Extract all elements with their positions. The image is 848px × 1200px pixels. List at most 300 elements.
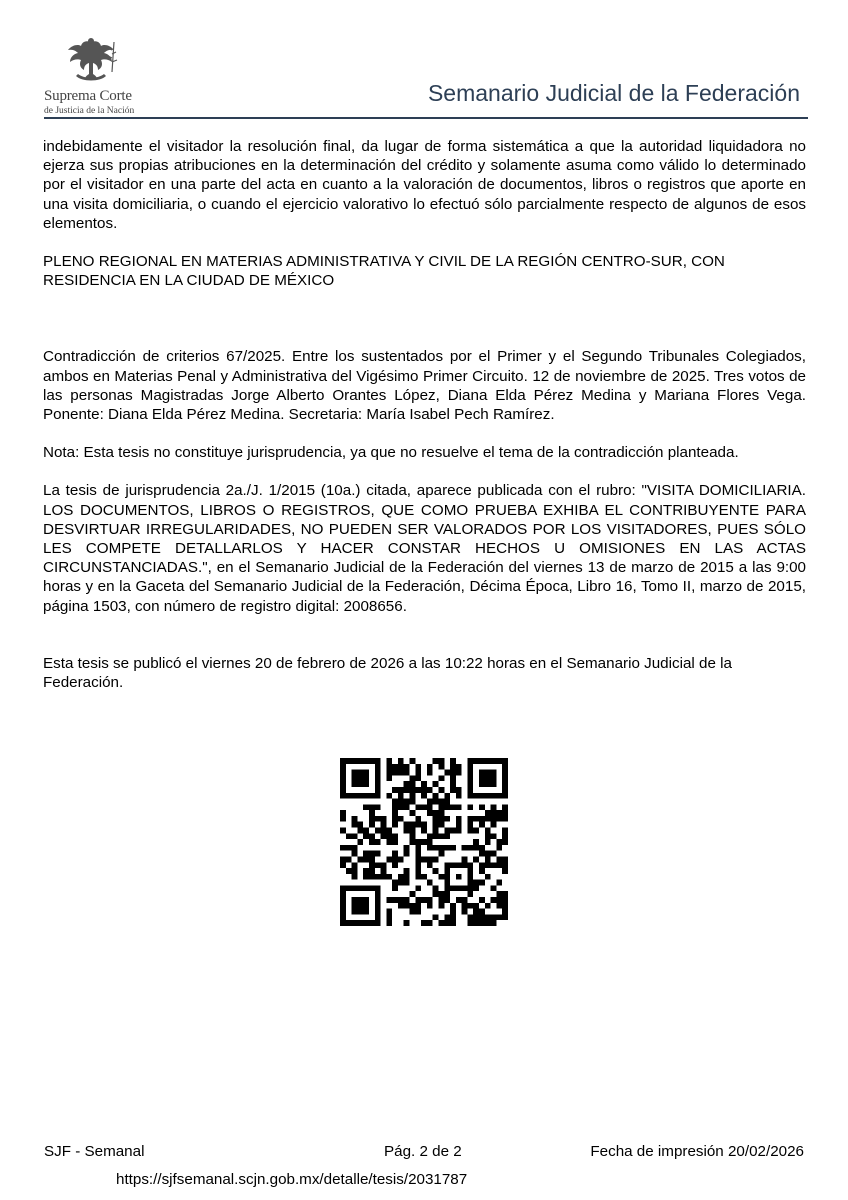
qr-module [415, 822, 421, 828]
logo-text-justicia: de Justicia de la Nación [44, 106, 135, 116]
qr-module [381, 828, 387, 834]
qr-module [421, 856, 427, 862]
qr-module [485, 770, 491, 776]
qr-module [479, 758, 485, 764]
qr-module [456, 816, 462, 822]
qr-module [421, 781, 427, 787]
qr-module [369, 822, 375, 828]
qr-module [392, 804, 398, 810]
qr-module [485, 839, 491, 845]
qr-module [491, 914, 497, 920]
footer-source: SJF - Semanal [44, 1143, 145, 1160]
qr-module [421, 839, 427, 845]
qr-module [369, 868, 375, 874]
qr-module [392, 856, 398, 862]
qr-module [450, 845, 456, 851]
qr-module [462, 856, 468, 862]
qr-module [433, 868, 439, 874]
qr-module [340, 775, 346, 781]
qr-module [496, 880, 502, 886]
continuation-paragraph: indebidamente el visitador la resolución final, da lugar de forma sistemática a que la autoridad liquidadora no ejerza sus propias atribuciones en la determinación del crédito y solamente asuma como válido lo determinado por el visitador en una parte del acta en cuanto a la valoración de documentos, libros o registros que aporte en una visita domiciliaria, o cuando el ejercicio valorativo lo efectuó sólo parcialmente respecto de algunos de esos elementos. [43, 138, 806, 232]
qr-module [479, 914, 485, 920]
qr-module [485, 828, 491, 834]
qr-module [392, 770, 398, 776]
qr-module [404, 874, 410, 880]
qr-module [433, 822, 439, 828]
qr-module [352, 868, 358, 874]
qr-module [357, 775, 363, 781]
qr-module [392, 862, 398, 868]
qr-module [438, 758, 444, 764]
qr-module [473, 839, 479, 845]
qr-module [375, 775, 381, 781]
qr-module [340, 891, 346, 897]
qr-module [433, 810, 439, 816]
qr-module [450, 781, 456, 787]
qr-module [485, 758, 491, 764]
qr-module [375, 891, 381, 897]
qr-module [346, 793, 352, 799]
qr-module [491, 833, 497, 839]
qr-module [462, 903, 468, 909]
qr-module [352, 758, 358, 764]
qr-module [427, 862, 433, 868]
qr-module [438, 822, 444, 828]
qr-module [450, 770, 456, 776]
qr-module [467, 822, 473, 828]
qr-module [357, 885, 363, 891]
qr-module [357, 828, 363, 834]
qr-module [386, 914, 392, 920]
qr-module [340, 897, 346, 903]
qr-module [410, 891, 416, 897]
qr-module [479, 822, 485, 828]
qr-module [502, 758, 508, 764]
qr-module [398, 816, 404, 822]
qr-module [410, 833, 416, 839]
qr-module [438, 799, 444, 805]
qr-module [467, 914, 473, 920]
qr-module [363, 781, 369, 787]
qr-module [392, 799, 398, 805]
qr-module [392, 787, 398, 793]
qr-module [467, 885, 473, 891]
qr-module [438, 891, 444, 897]
qr-module [444, 770, 450, 776]
qr-module [491, 822, 497, 828]
qr-module [491, 770, 497, 776]
qr-module [438, 764, 444, 770]
qr-module [415, 909, 421, 915]
qr-module [491, 781, 497, 787]
qr-module [386, 793, 392, 799]
qr-module [340, 920, 346, 926]
qr-module [479, 775, 485, 781]
qr-module [433, 856, 439, 862]
qr-module [352, 833, 358, 839]
qr-module [363, 903, 369, 909]
qr-module [479, 868, 485, 874]
qr-module [473, 885, 479, 891]
qr-module [467, 787, 473, 793]
qr-module [398, 793, 404, 799]
qr-module [410, 828, 416, 834]
qr-module [444, 804, 450, 810]
qr-module [340, 914, 346, 920]
qr-module [340, 909, 346, 915]
qr-module [375, 903, 381, 909]
qr-module [450, 920, 456, 926]
qr-module [462, 885, 468, 891]
qr-module [485, 903, 491, 909]
qr-module [438, 845, 444, 851]
qr-module [467, 868, 473, 874]
qr-module [340, 758, 346, 764]
qr-module [352, 816, 358, 822]
qr-module [404, 822, 410, 828]
qr-module [438, 804, 444, 810]
qr-module [398, 856, 404, 862]
qr-module [340, 810, 346, 816]
qr-module [467, 804, 473, 810]
qr-module [427, 787, 433, 793]
qr-module [502, 770, 508, 776]
qr-module [496, 810, 502, 816]
qr-module [467, 874, 473, 880]
qr-module [467, 920, 473, 926]
qr-module [392, 839, 398, 845]
qr-module [462, 897, 468, 903]
qr-module [352, 920, 358, 926]
qr-module [369, 804, 375, 810]
qr-module [450, 903, 456, 909]
qr-module [485, 862, 491, 868]
qr-module [369, 862, 375, 868]
qr-module [357, 920, 363, 926]
qr-module [386, 758, 392, 764]
qr-module [363, 804, 369, 810]
qr-module [369, 874, 375, 880]
qr-module [386, 909, 392, 915]
scjn-logo [40, 36, 140, 116]
qr-module [444, 793, 450, 799]
qr-module [491, 885, 497, 891]
qr-module [438, 810, 444, 816]
qr-module [392, 851, 398, 857]
qr-module [444, 897, 450, 903]
nota-paragraph: Nota: Esta tesis no constituye jurisprudencia, ya que no resuelve el tema de la contradicción planteada. [43, 444, 739, 462]
qr-module [427, 920, 433, 926]
qr-module [427, 845, 433, 851]
qr-module [496, 793, 502, 799]
qr-module [421, 793, 427, 799]
qr-module [346, 856, 352, 862]
qr-module [410, 903, 416, 909]
qr-module [369, 920, 375, 926]
footer-url-link[interactable]: https://sjfsemanal.scjn.gob.mx/detalle/tesis/2031787 [116, 1171, 468, 1188]
qr-module [363, 851, 369, 857]
qr-module [444, 885, 450, 891]
qr-module [433, 781, 439, 787]
qr-module [450, 758, 456, 764]
tesis-citada-paragraph: La tesis de jurisprudencia 2a./J. 1/2015 (10a.) citada, aparece publicada con el rubro: "VISITA DOMICILIARIA. LOS DOCUMENTOS, LIBROS O REGISTROS, QUE COMO PRUEBA EXHIBA EL CONTRIBUYENTE PARA DESVIRTUAR IRREGULARIDADES, NO PUEDEN SER VALORADOS POR LOS VISITADORES, PUES SÓLO LES COMPETE DETALLARLOS Y HACER CONSTAR HECHOS U OMISIONES EN LAS ACTAS CIRCUNSTANCIADAS.", en el Semanario Judicial de la Federación del viernes 13 de marzo de 2015 a las 9:00 horas y en la Gaceta del Semanario Judicial de la Federación, Décima Época, Libro 16, Tomo II, marzo de 2015, página 1503, con número de registro digital: 2008656. [43, 482, 806, 615]
qr-module [456, 764, 462, 770]
qr-module [450, 909, 456, 915]
qr-module [340, 903, 346, 909]
qr-module [427, 903, 433, 909]
qr-module [381, 833, 387, 839]
qr-module [410, 787, 416, 793]
qr-module [357, 839, 363, 845]
qr-module [352, 775, 358, 781]
qr-module [485, 810, 491, 816]
qr-module [398, 799, 404, 805]
qr-module [421, 874, 427, 880]
qr-module [375, 920, 381, 926]
qr-module [427, 764, 433, 770]
qr-module [398, 903, 404, 909]
qr-module [398, 804, 404, 810]
qr-module [415, 770, 421, 776]
qr-module [473, 856, 479, 862]
qr-module [375, 787, 381, 793]
qr-module [502, 862, 508, 868]
qr-module [357, 758, 363, 764]
qr-module [386, 775, 392, 781]
qr-module [467, 816, 473, 822]
qr-module [450, 764, 456, 770]
qr-module [392, 764, 398, 770]
qr-module [427, 799, 433, 805]
qr-module [352, 845, 358, 851]
qr-module [375, 874, 381, 880]
qr-module [491, 804, 497, 810]
qr-module [456, 822, 462, 828]
qr-module [352, 822, 358, 828]
qr-module [410, 775, 416, 781]
qr-module [479, 880, 485, 886]
qr-module [352, 903, 358, 909]
qr-module [450, 828, 456, 834]
qr-module [363, 874, 369, 880]
qr-module [357, 909, 363, 915]
qr-module [421, 804, 427, 810]
qr-module [421, 897, 427, 903]
qr-module [357, 903, 363, 909]
qr-module [357, 856, 363, 862]
qr-module [415, 851, 421, 857]
qr-module [352, 770, 358, 776]
qr-module [392, 833, 398, 839]
qr-module [386, 764, 392, 770]
qr-module [456, 804, 462, 810]
qr-module [496, 758, 502, 764]
qr-module [357, 781, 363, 787]
qr-module [404, 851, 410, 857]
qr-module [375, 781, 381, 787]
qr-module [357, 822, 363, 828]
qr-module [473, 828, 479, 834]
qr-module [444, 862, 450, 868]
qr-module [496, 914, 502, 920]
qr-module [369, 816, 375, 822]
qr-module [375, 793, 381, 799]
qr-module [369, 856, 375, 862]
qr-module [340, 787, 346, 793]
qr-module [496, 856, 502, 862]
qr-module [473, 903, 479, 909]
qr-module [352, 862, 358, 868]
qr-module [421, 828, 427, 834]
qr-module [410, 781, 416, 787]
qr-module [496, 862, 502, 868]
qr-module [415, 868, 421, 874]
qr-module [496, 903, 502, 909]
qr-module [427, 770, 433, 776]
qr-module [352, 874, 358, 880]
qr-module [433, 914, 439, 920]
qr-module [444, 833, 450, 839]
qr-module [415, 856, 421, 862]
qr-module [398, 874, 404, 880]
qr-module [491, 816, 497, 822]
qr-module [479, 793, 485, 799]
qr-module [444, 891, 450, 897]
qr-module [375, 851, 381, 857]
qr-module [444, 828, 450, 834]
qr-module [450, 787, 456, 793]
qr-module [357, 770, 363, 776]
qr-module [456, 874, 462, 880]
qr-module [456, 862, 462, 868]
qr-module [410, 839, 416, 845]
qr-module [485, 920, 491, 926]
qr-module [502, 914, 508, 920]
qr-module [502, 781, 508, 787]
qr-module [502, 891, 508, 897]
qr-module [386, 856, 392, 862]
qr-module [398, 764, 404, 770]
qr-module [352, 885, 358, 891]
qr-module [415, 787, 421, 793]
qr-module [444, 816, 450, 822]
qr-module [456, 793, 462, 799]
qr-module [352, 909, 358, 915]
qr-module [467, 891, 473, 897]
qr-module [473, 845, 479, 851]
qr-module [502, 897, 508, 903]
qr-module [485, 793, 491, 799]
qr-module [363, 909, 369, 915]
qr-module [375, 804, 381, 810]
qr-module [369, 839, 375, 845]
qr-module [404, 880, 410, 886]
qr-module [410, 799, 416, 805]
qr-module [427, 804, 433, 810]
qr-module [491, 758, 497, 764]
qr-module [404, 799, 410, 805]
qr-module [375, 897, 381, 903]
organ-paragraph: PLENO REGIONAL EN MATERIAS ADMINISTRATIVA Y CIVIL DE LA REGIÓN CENTRO-SUR, CON RESIDENCIA EN LA CIUDAD DE MÉXICO [43, 253, 725, 290]
qr-module [415, 885, 421, 891]
page-title: Semanario Judicial de la Federación [427, 80, 800, 106]
qr-module [479, 920, 485, 926]
qr-module [363, 828, 369, 834]
qr-module [473, 909, 479, 915]
qr-module [502, 775, 508, 781]
qr-module [502, 816, 508, 822]
qr-module [352, 793, 358, 799]
qr-module [485, 856, 491, 862]
qr-module [375, 885, 381, 891]
qr-module [479, 851, 485, 857]
qr-module [363, 775, 369, 781]
qr-module [502, 787, 508, 793]
qr-module [363, 833, 369, 839]
qr-module [450, 914, 456, 920]
qr-module [450, 804, 456, 810]
qr-module [375, 914, 381, 920]
qr-module [427, 856, 433, 862]
qr-module [357, 897, 363, 903]
qr-module [427, 833, 433, 839]
qr-module [438, 775, 444, 781]
qr-module [502, 833, 508, 839]
qr-module [340, 781, 346, 787]
qr-module [404, 764, 410, 770]
qr-module [485, 851, 491, 857]
qr-module [467, 775, 473, 781]
qr-module [444, 914, 450, 920]
qr-module [363, 856, 369, 862]
qr-module [467, 845, 473, 851]
qr-module [369, 885, 375, 891]
qr-module [433, 833, 439, 839]
qr-module [392, 810, 398, 816]
qr-module [392, 822, 398, 828]
qr-module [346, 868, 352, 874]
qr-module [375, 839, 381, 845]
qr-module [410, 793, 416, 799]
qr-module [415, 839, 421, 845]
qr-module [479, 781, 485, 787]
qr-module [438, 851, 444, 857]
qr-module [392, 816, 398, 822]
qr-module [491, 775, 497, 781]
qr-module [415, 845, 421, 851]
qr-module [502, 804, 508, 810]
qr-module [433, 799, 439, 805]
qr-module [467, 764, 473, 770]
qr-module [491, 897, 497, 903]
qr-module [404, 868, 410, 874]
qr-module [340, 885, 346, 891]
qr-module [433, 828, 439, 834]
qr-module [375, 862, 381, 868]
qr-module [473, 920, 479, 926]
qr-module [491, 793, 497, 799]
qr-module [491, 862, 497, 868]
qr-module [467, 903, 473, 909]
qr-module [502, 810, 508, 816]
qr-module [340, 856, 346, 862]
qr-module [496, 897, 502, 903]
qr-module [415, 775, 421, 781]
qr-module [433, 793, 439, 799]
qr-module [398, 770, 404, 776]
qr-module [433, 758, 439, 764]
qr-module [502, 868, 508, 874]
